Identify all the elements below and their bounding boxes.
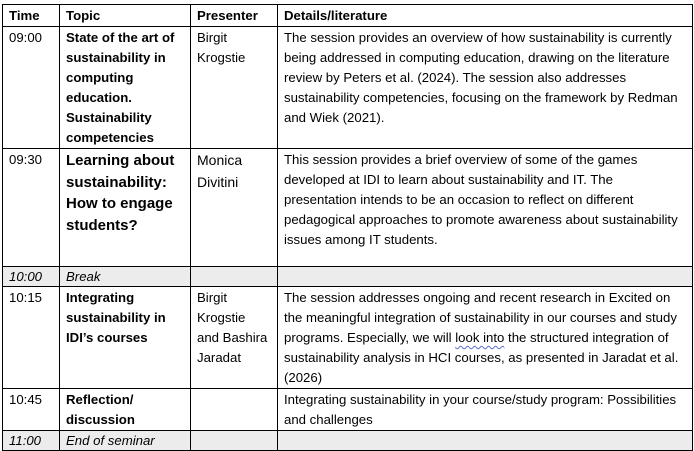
table-row [3,149,693,267]
cell-topic: Integrating sustainability in IDI’s courses [60,287,191,389]
cell-topic: Break [60,267,191,287]
header-time: Time [3,5,60,27]
cell-presenter [191,267,278,287]
cell-presenter: Monica Divitini [191,149,278,267]
cell-presenter [191,431,278,451]
table-row-end [3,431,693,451]
spellcheck-flagged-text[interactable]: look into [455,330,505,345]
cell-time: 10:00 [3,267,60,287]
cell-topic: Learning about sustainability: How to engage students? [60,149,191,267]
schedule-table [2,4,693,451]
cell-presenter: Birgit Krogstie [191,27,278,149]
cell-details: The session provides an overview of how sustainability is currently being addressed in computing education, drawing on the literature review by Peters et al. (2024). The session also addresses sustainability competencies, focusing on the framework by Redman and Wiek (2021). [278,27,693,149]
header-presenter: Presenter [191,5,278,27]
cell-time: 10:45 [3,389,60,431]
header-topic: Topic [60,5,191,27]
table-row-break [3,267,693,287]
table-row [3,287,693,389]
cell-topic: State of the art of sustainability in computing education. Sustainability competencies [60,27,191,149]
cell-time: 11:00 [3,431,60,451]
cell-presenter [191,389,278,431]
table-row [3,27,693,149]
cell-details [278,267,693,287]
cell-presenter: Birgit Krogstie and Bashira Jaradat [191,287,278,389]
cell-details [278,431,693,451]
details-text-before: The session addresses ongoing and recent research in Excited on the meaningful integration of sustainability in our courses and study programs. Especially, we will [284,290,677,345]
cell-details: This session provides a brief overview of some of the games developed at IDI to learn about sustainability and IT. The presentation intends to be an occasion to reflect on different pedagogical approaches to promote awareness about sustainability issues among IT students. [278,149,693,267]
table-header-row [3,5,693,27]
details-text-after: the structured integration of sustainability analysis in HCI courses, as presented in Jaradat et al. (2026) [284,330,679,385]
cell-time: 09:30 [3,149,60,267]
cell-time: 09:00 [3,27,60,149]
cell-time: 10:15 [3,287,60,389]
header-details: Details/literature [278,5,693,27]
cell-details: Integrating sustainability in your course/study program: Possibilities and challenges [278,389,693,431]
table-row [3,389,693,431]
cell-topic: End of seminar [60,431,191,451]
cell-details [278,287,693,389]
cell-topic: Reflection/ discussion [60,389,191,431]
